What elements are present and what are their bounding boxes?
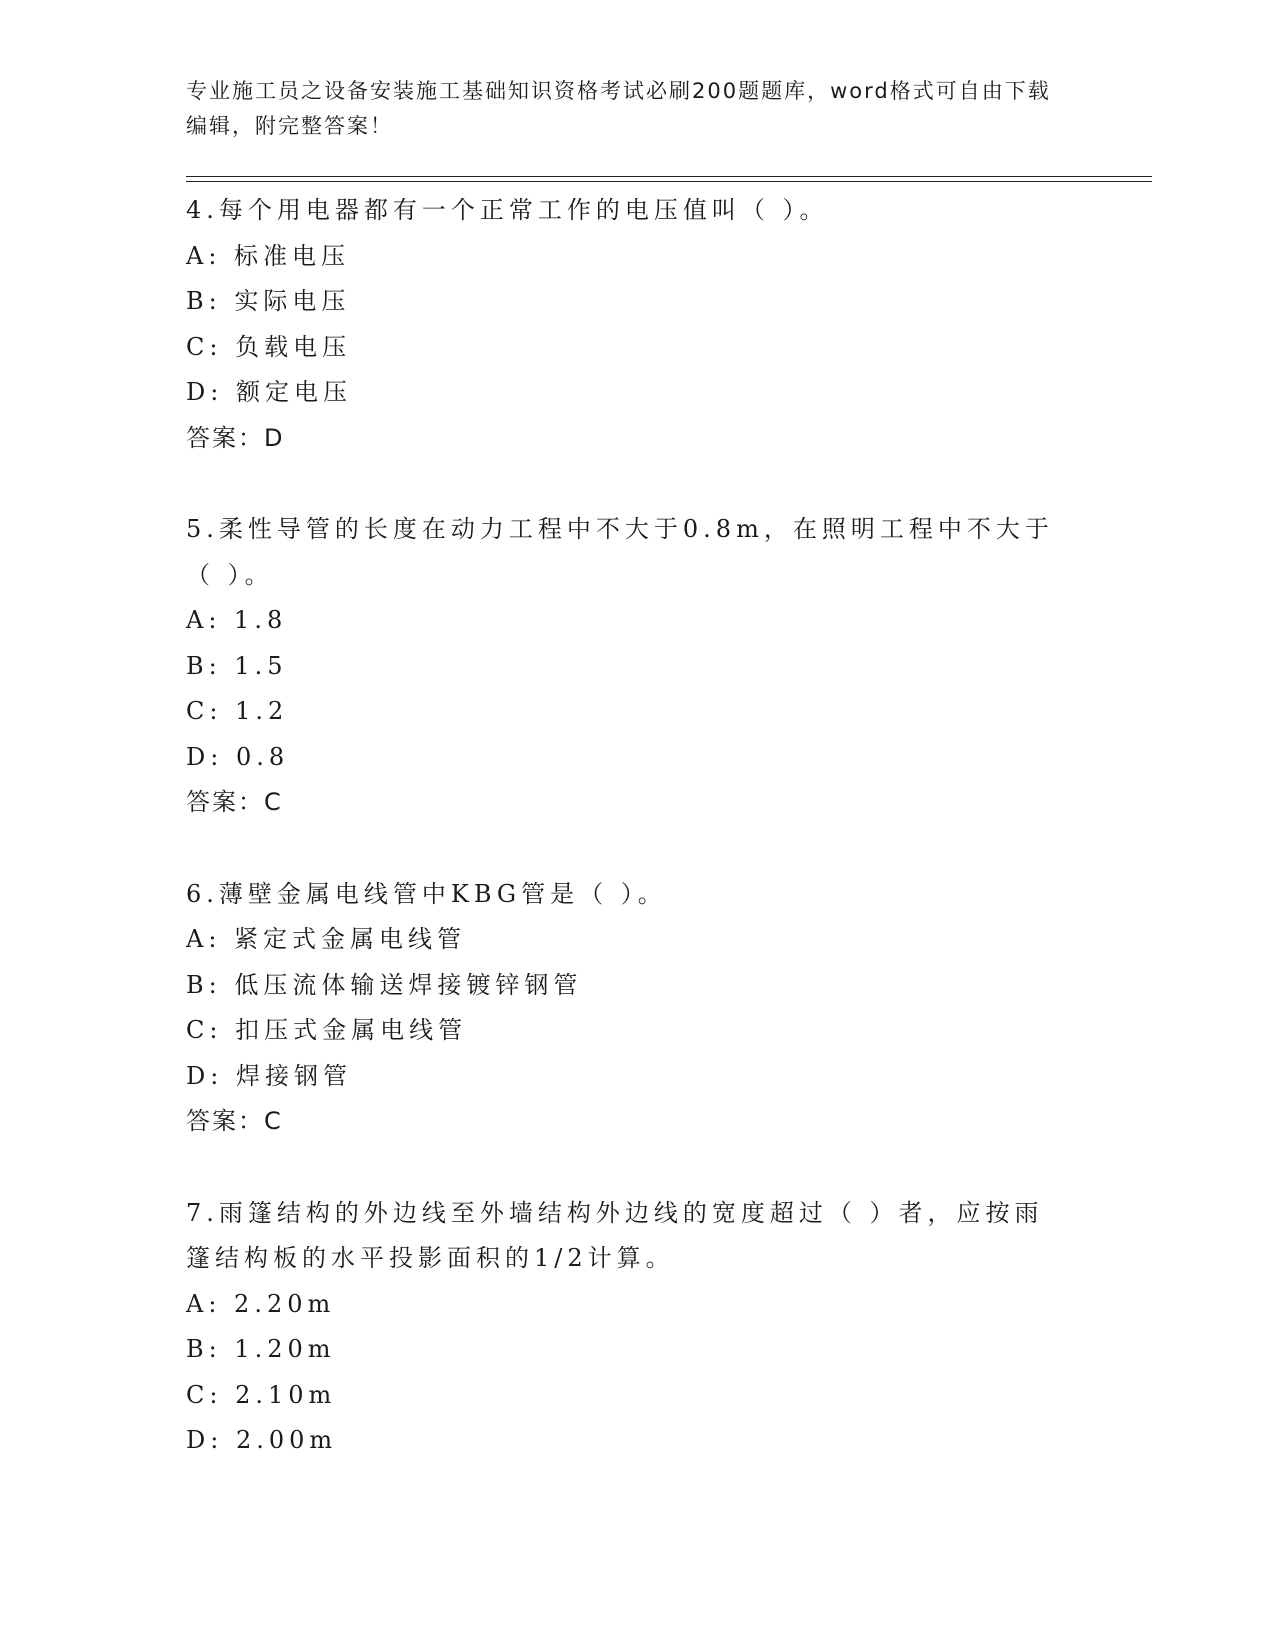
option-b: B: 低压流体输送焊接镀锌钢管 <box>186 970 583 999</box>
option-c: C: 负载电压 <box>186 332 352 361</box>
question-text: 4.每个用电器都有一个正常工作的电压值叫（ ）。 <box>186 196 829 224</box>
header-divider-top <box>186 176 1152 177</box>
option-a: A: 1.8 <box>186 606 288 634</box>
question-block <box>186 872 1086 1145</box>
question-text: 7.雨篷结构的外边线至外墙结构外边线的宽度超过（ ）者，应按雨篷结构板的水平投影面积的1/2计算。 <box>186 1198 1044 1272</box>
option-b: B: 1.5 <box>186 651 288 680</box>
option-d: D: 2.00m <box>186 1426 338 1454</box>
option-c: C: 2.10m <box>186 1380 337 1409</box>
option-d: D: 0.8 <box>186 742 290 771</box>
question-list <box>186 188 1086 1510</box>
header-divider-bottom <box>186 181 1152 182</box>
answer-line: 答案：C <box>186 788 283 816</box>
option-d: D: 额定电压 <box>186 378 352 406</box>
option-c: C: 扣压式金属电线管 <box>186 1016 468 1044</box>
question-block <box>186 507 1086 826</box>
document-header: 专业施工员之设备安装施工基础知识资格考试必刷200题题库，word格式可自由下载编辑，附完整答案！ <box>186 79 1051 138</box>
option-c: C: 1.2 <box>186 697 289 725</box>
option-b: B: 实际电压 <box>186 287 351 315</box>
answer-line: 答案：C <box>186 1107 283 1135</box>
question-text: 6.薄壁金属电线管中KBG管是（ ）。 <box>186 879 667 908</box>
option-a: A: 紧定式金属电线管 <box>186 925 467 953</box>
option-a: A: 2.20m <box>186 1289 336 1318</box>
option-b: B: 1.20m <box>186 1335 336 1363</box>
question-text: 5.柔性导管的长度在动力工程中不大于0.8m，在照明工程中不大于（ ）。 <box>186 515 1054 589</box>
answer-line: 答案：D <box>186 423 285 452</box>
option-a: A: 标准电压 <box>186 241 351 270</box>
question-block <box>186 188 1086 461</box>
question-block <box>186 1191 1086 1464</box>
option-d: D: 焊接钢管 <box>186 1061 352 1090</box>
